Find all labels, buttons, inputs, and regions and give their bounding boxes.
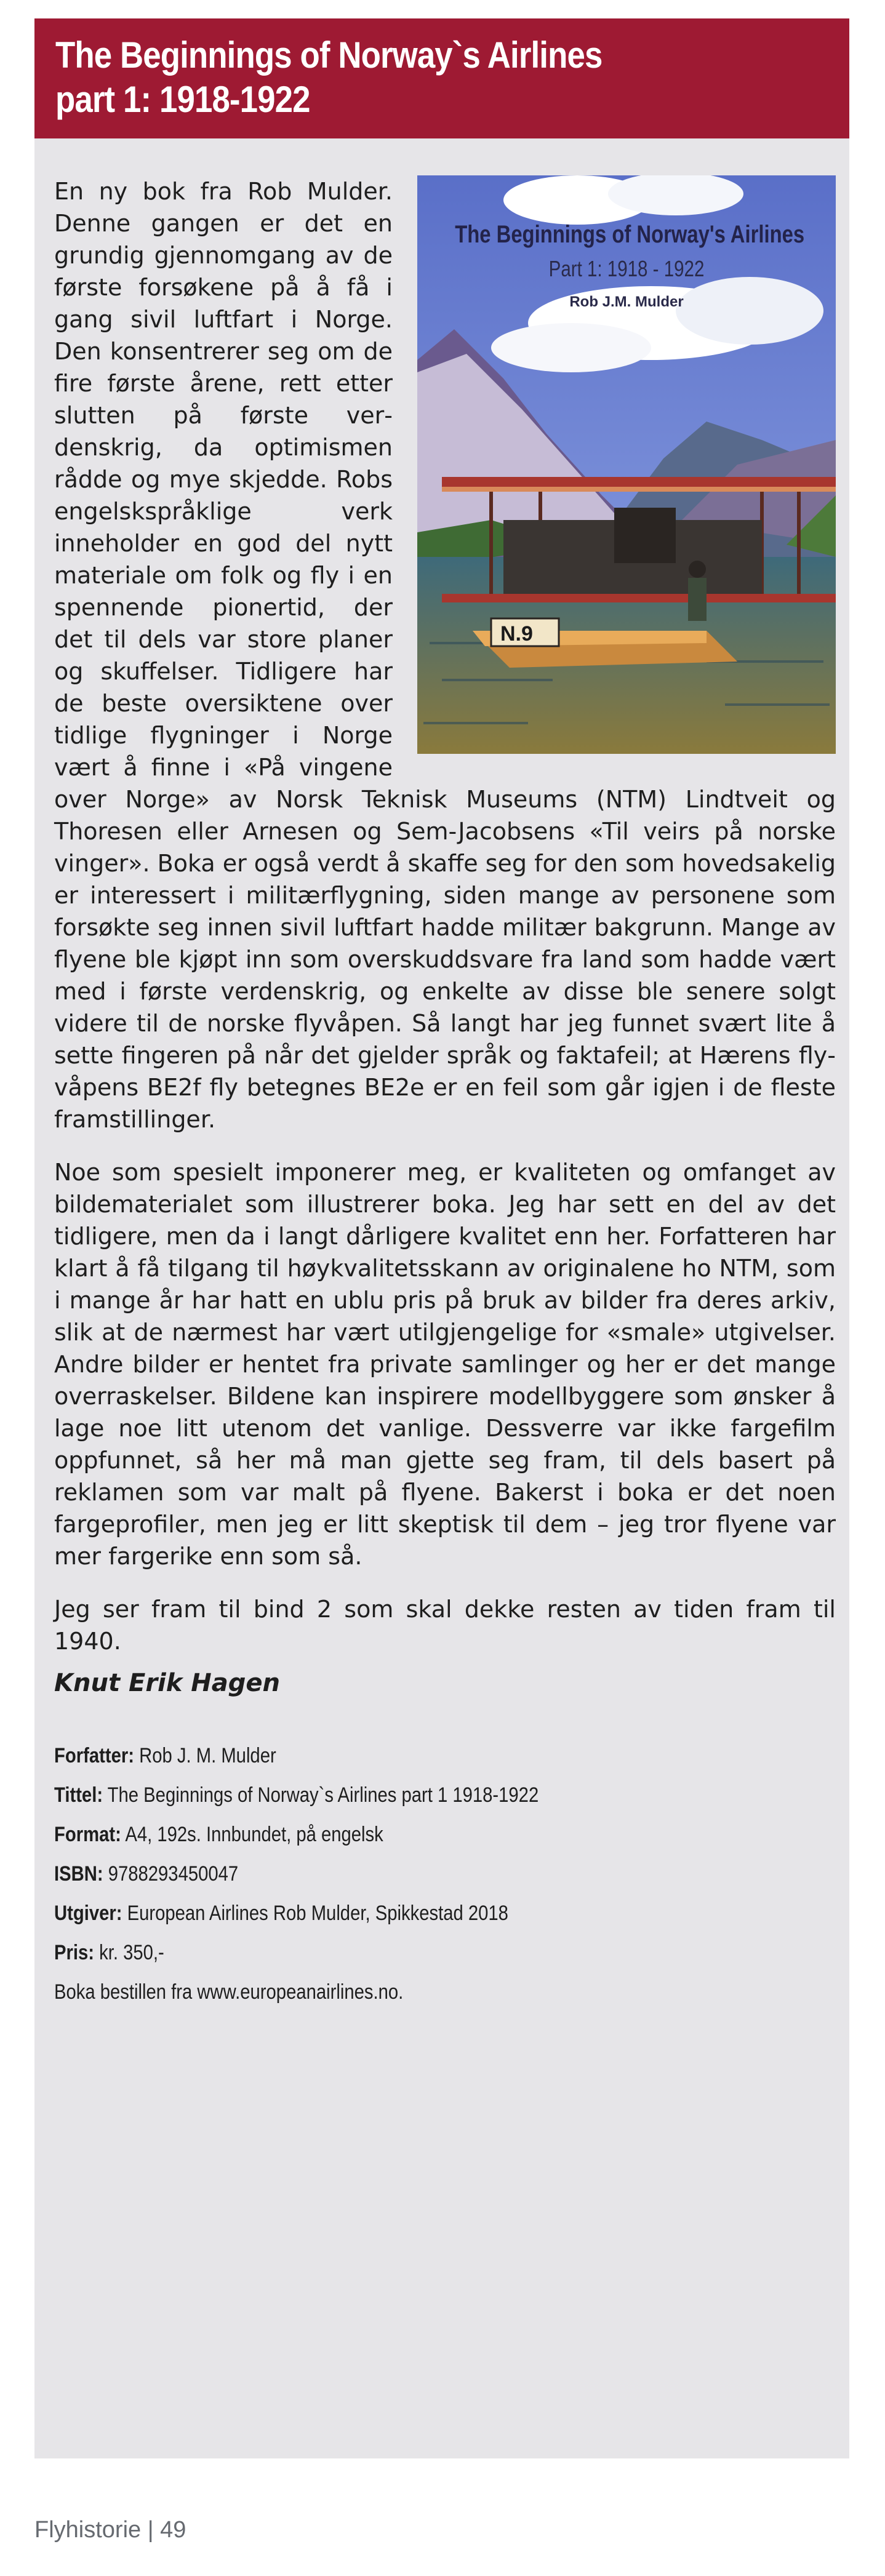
fact-row-author <box>54 1736 726 1775</box>
cover-text-block <box>417 218 836 318</box>
article-paragraph-1: En ny bok fra Rob Mulder. Denne gangen er det en grundig gjennomgang av de første forsøkene på å få i gang sivil luftfart i Norge. Den konsentrerer seg om de fire første årene, rett etter slutten på første verdenskrig, da optimismen rådde og mye skjedde. Robs engelskspråklige verk inneholder en god del nytt materiale om folk og fly i en spennende pionertid, der det til dels var store planer og skuffelser. Tidligere har de beste oversiktene over tidlige flygninger i Norge vært å finne i «På vingene over Norge» av Norsk Teknisk Museums (NTM) Lindtveit og Thoresen eller Arnesen og Sem-Jacobsens «Til veirs på norske vinger». Boka er også verdt å skaffe seg for den som hovedsakelig er interessert i militærflygning, siden mange av personene som forsøkte seg innen sivil luftfart hadde militær bakgrunn. Mange av flyene ble kjøpt inn som overskuddsvare fra land som hadde vært med i første verdenskrig, og enkelte av disse ble senere solgt videre til de norske flyvåpen. Så langt har jeg funnet svært lite å sette fingeren på når det gjelder språk og faktafeil; at Hærens flyvåpens BE2f fly betegnes BE2e er en feil som går igjen i de fleste framstillinger. <box>54 178 836 1133</box>
article-title-line-2: part 1: 1918-1922 <box>55 79 310 120</box>
fact-value: 9788293450047 <box>108 1862 239 1886</box>
fact-label: Tittel: <box>54 1783 103 1807</box>
fact-label: ISBN: <box>54 1862 103 1886</box>
article-paragraph-2: Noe som spesielt imponerer meg, er kvaliteten og omfanget av bildematerialet som illustrerer boka. Jeg har sett en del av det tidligere, men da i langt dårligere kvalitet enn her. Forfatteren har klart å få tilgang til høykvalitetsskann av originalene ho NTM, som i mange år har hatt en ublu pris på bruk av bilder fra deres arkiv, slik at de nærmest har vært utilgjengelige for «smale» utgivelser. Andre bilder er hentet fra private samlinger og her er det mange overraskelser. Bildene kan inspirere modellbyggere som ønsker å lage noe litt utenom det vanlige. Dessverre var ikke fargefilm oppfunnet, så her må man gjette seg fram, til dels basert på reklamen som var malt på flyene. Bakerst i boka er det noen fargeprofiler, men jeg er litt skeptisk til dem – jeg tror flyene var mer fargerike enn som så. <box>54 1159 836 1570</box>
fact-value: kr. 350,- <box>99 1941 164 1964</box>
fact-label: Utgiver: <box>54 1902 122 1925</box>
cover-author: Rob J.M. Mulder <box>569 294 684 310</box>
fact-row-format <box>54 1815 726 1854</box>
fact-label: Forfatter: <box>54 1744 134 1767</box>
fact-label: Format: <box>54 1823 121 1846</box>
cover-part: Part 1: 1918 - 1922 <box>548 256 705 281</box>
fact-value: European Airlines Rob Mulder, Spikkestad 2018 <box>127 1902 508 1925</box>
cover-title: The Beginnings of Norway's Airlines <box>455 221 805 248</box>
article-panel <box>34 138 849 2458</box>
fact-row-isbn <box>54 1854 726 1894</box>
article-title-line-1: The Beginnings of Norway`s Airlines <box>55 34 603 76</box>
fact-label: Pris: <box>54 1941 95 1964</box>
fact-row-price <box>54 1933 726 1972</box>
article-signature: Knut Erik Hagen <box>54 1669 280 1697</box>
plane-marking: N.9 <box>500 622 533 646</box>
fact-row-publisher <box>54 1894 726 1933</box>
fact-value: The Beginnings of Norway`s Airlines part 1 1918-1922 <box>107 1783 539 1807</box>
book-cover-image <box>417 175 836 754</box>
article-paragraph-3: Jeg ser fram til bind 2 som skal dekke resten av tiden fram til 1940. <box>54 1596 836 1655</box>
book-facts <box>54 1736 836 2012</box>
fact-row-title <box>54 1775 726 1815</box>
article-title-bar <box>34 18 849 138</box>
fact-value: A4, 192s. Innbundet, på engelsk <box>125 1823 383 1846</box>
page-footer: Flyhistorie | 49 <box>34 2517 186 2543</box>
order-note: Boka bestillen fra www.europeanairlines.no. <box>54 1980 404 2004</box>
article-body <box>54 175 836 2012</box>
fact-value: Rob J. M. Mulder <box>139 1744 276 1767</box>
